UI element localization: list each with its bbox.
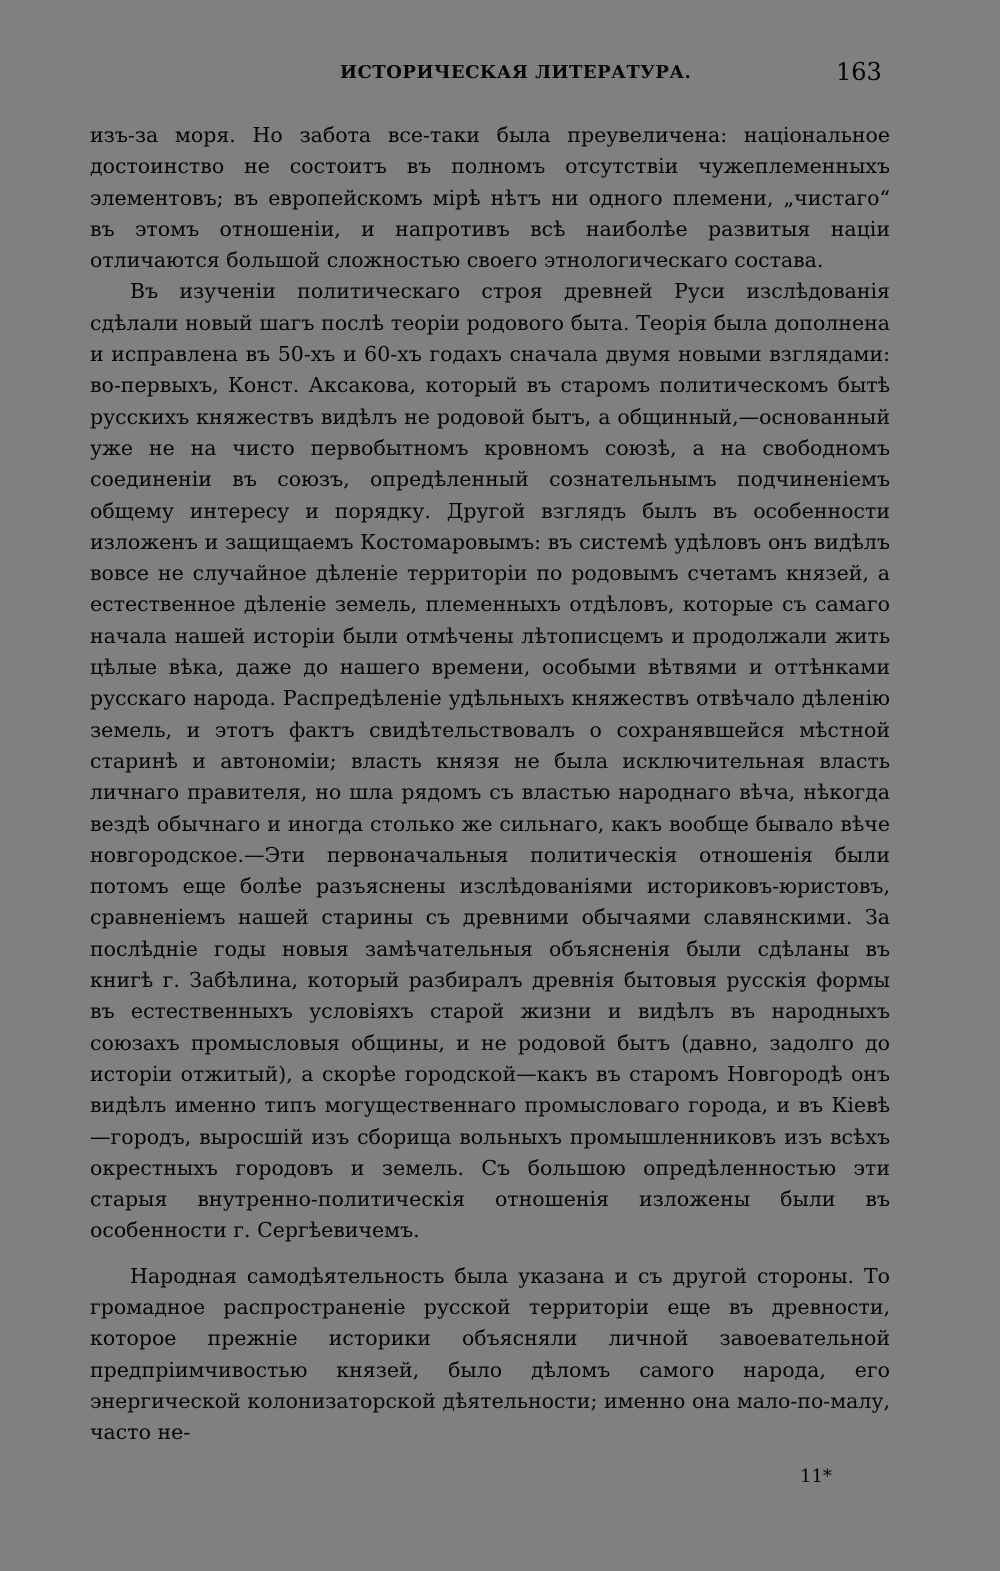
printer-signature: 11*: [800, 1466, 832, 1487]
body-text: [90, 120, 890, 1448]
running-title: ИСТОРИЧЕСКАЯ ЛИТЕРАТУРА.: [340, 62, 692, 83]
page-number: 163: [836, 58, 882, 86]
paragraph-2: Въ изученіи политическаго строя древней Руси изслѣдованія сдѣлали новый шагъ послѣ теоріи родового быта. Теорія была дополнена и исправлена въ 50-хъ и 60-хъ годахъ сначала двумя новыми взглядами: во-первыхъ, Конст. Аксакова, который въ старомъ политическомъ бытѣ русскихъ княжествъ видѣлъ не родовой бытъ, а общинный,—основанный уже не на чисто первобытномъ кровномъ союзѣ, а на свободномъ соединеніи въ союзъ, опредѣленный сознательнымъ подчиненіемъ общему интересу и порядку. Другой взглядъ былъ въ особенности изложенъ и защищаемъ Костомаровымъ: въ системѣ удѣловъ онъ видѣлъ вовсе не случайное дѣленіе территоріи по родовымъ счетамъ князей, а естественное дѣленіе земель, племенныхъ отдѣловъ, которые съ самаго начала нашей исторіи были отмѣчены лѣтописцемъ и продолжали жить цѣлые вѣка, даже до нашего времени, особыми вѣтвями и оттѣнками русскаго народа. Распредѣленіе удѣльныхъ княжествъ отвѣчало дѣленію земель, и этотъ фактъ свидѣтельствовалъ о сохранявшейся мѣстной старинѣ и автономіи; власть князя не была исключительная власть личнаго правителя, но шла рядомъ съ властью народнаго вѣча, нѣкогда вездѣ обычнаго и иногда столько же сильнаго, какъ вообще бывало вѣче новгородское.—Эти первоначальныя политическія отношенія были потомъ еще болѣе разъяснены изслѣдованіями историковъ-юристовъ, сравненіемъ нашей старины съ древними обычаями славянскими. За послѣдніе годы новыя замѣчательныя объясненія были сдѣланы въ книгѣ г. Забѣлина, который разбиралъ древнія бытовыя русскія формы въ естественныхъ условіяхъ старой жизни и видѣлъ въ народныхъ союзахъ промысловыя общины, и не родовой бытъ (давно, задолго до исторіи отжитый), а скорѣе городской—какъ въ старомъ Новгородѣ онъ видѣлъ именно типъ могущественнаго промысловаго города, и въ Кіевѣ—городъ, выросшій изъ сборища вольныхъ промышленниковъ изъ всѣхъ окрестныхъ городовъ и земель. Съ большою опредѣленностью эти старыя внутренно-политическія отношенія изложены были въ особенности г. Сергѣевичемъ.: [90, 279, 890, 1243]
paragraph-3: Народная самодѣятельность была указана и съ другой стороны. То громадное распространеніе русской территоріи еще въ древности, которое прежніе историки объясняли личной завоевательной предпріимчивостью князей, было дѣломъ самого народа, его энергической колонизаторской дѣятельности; именно она мало-по-малу, часто не-: [90, 1263, 890, 1445]
paragraph-1: изъ-за моря. Но забота все-таки была преувеличена: національное достоинство не состоитъ въ полномъ отсутствіи чужеплеменныхъ элементовъ; въ европейскомъ мірѣ нѣтъ ни одного племени, „чистаго“ въ этомъ отношеніи, и напротивъ всѣ наиболѣе развитыя націи отличаются большой сложностью своего этнологическаго состава.: [90, 123, 890, 273]
